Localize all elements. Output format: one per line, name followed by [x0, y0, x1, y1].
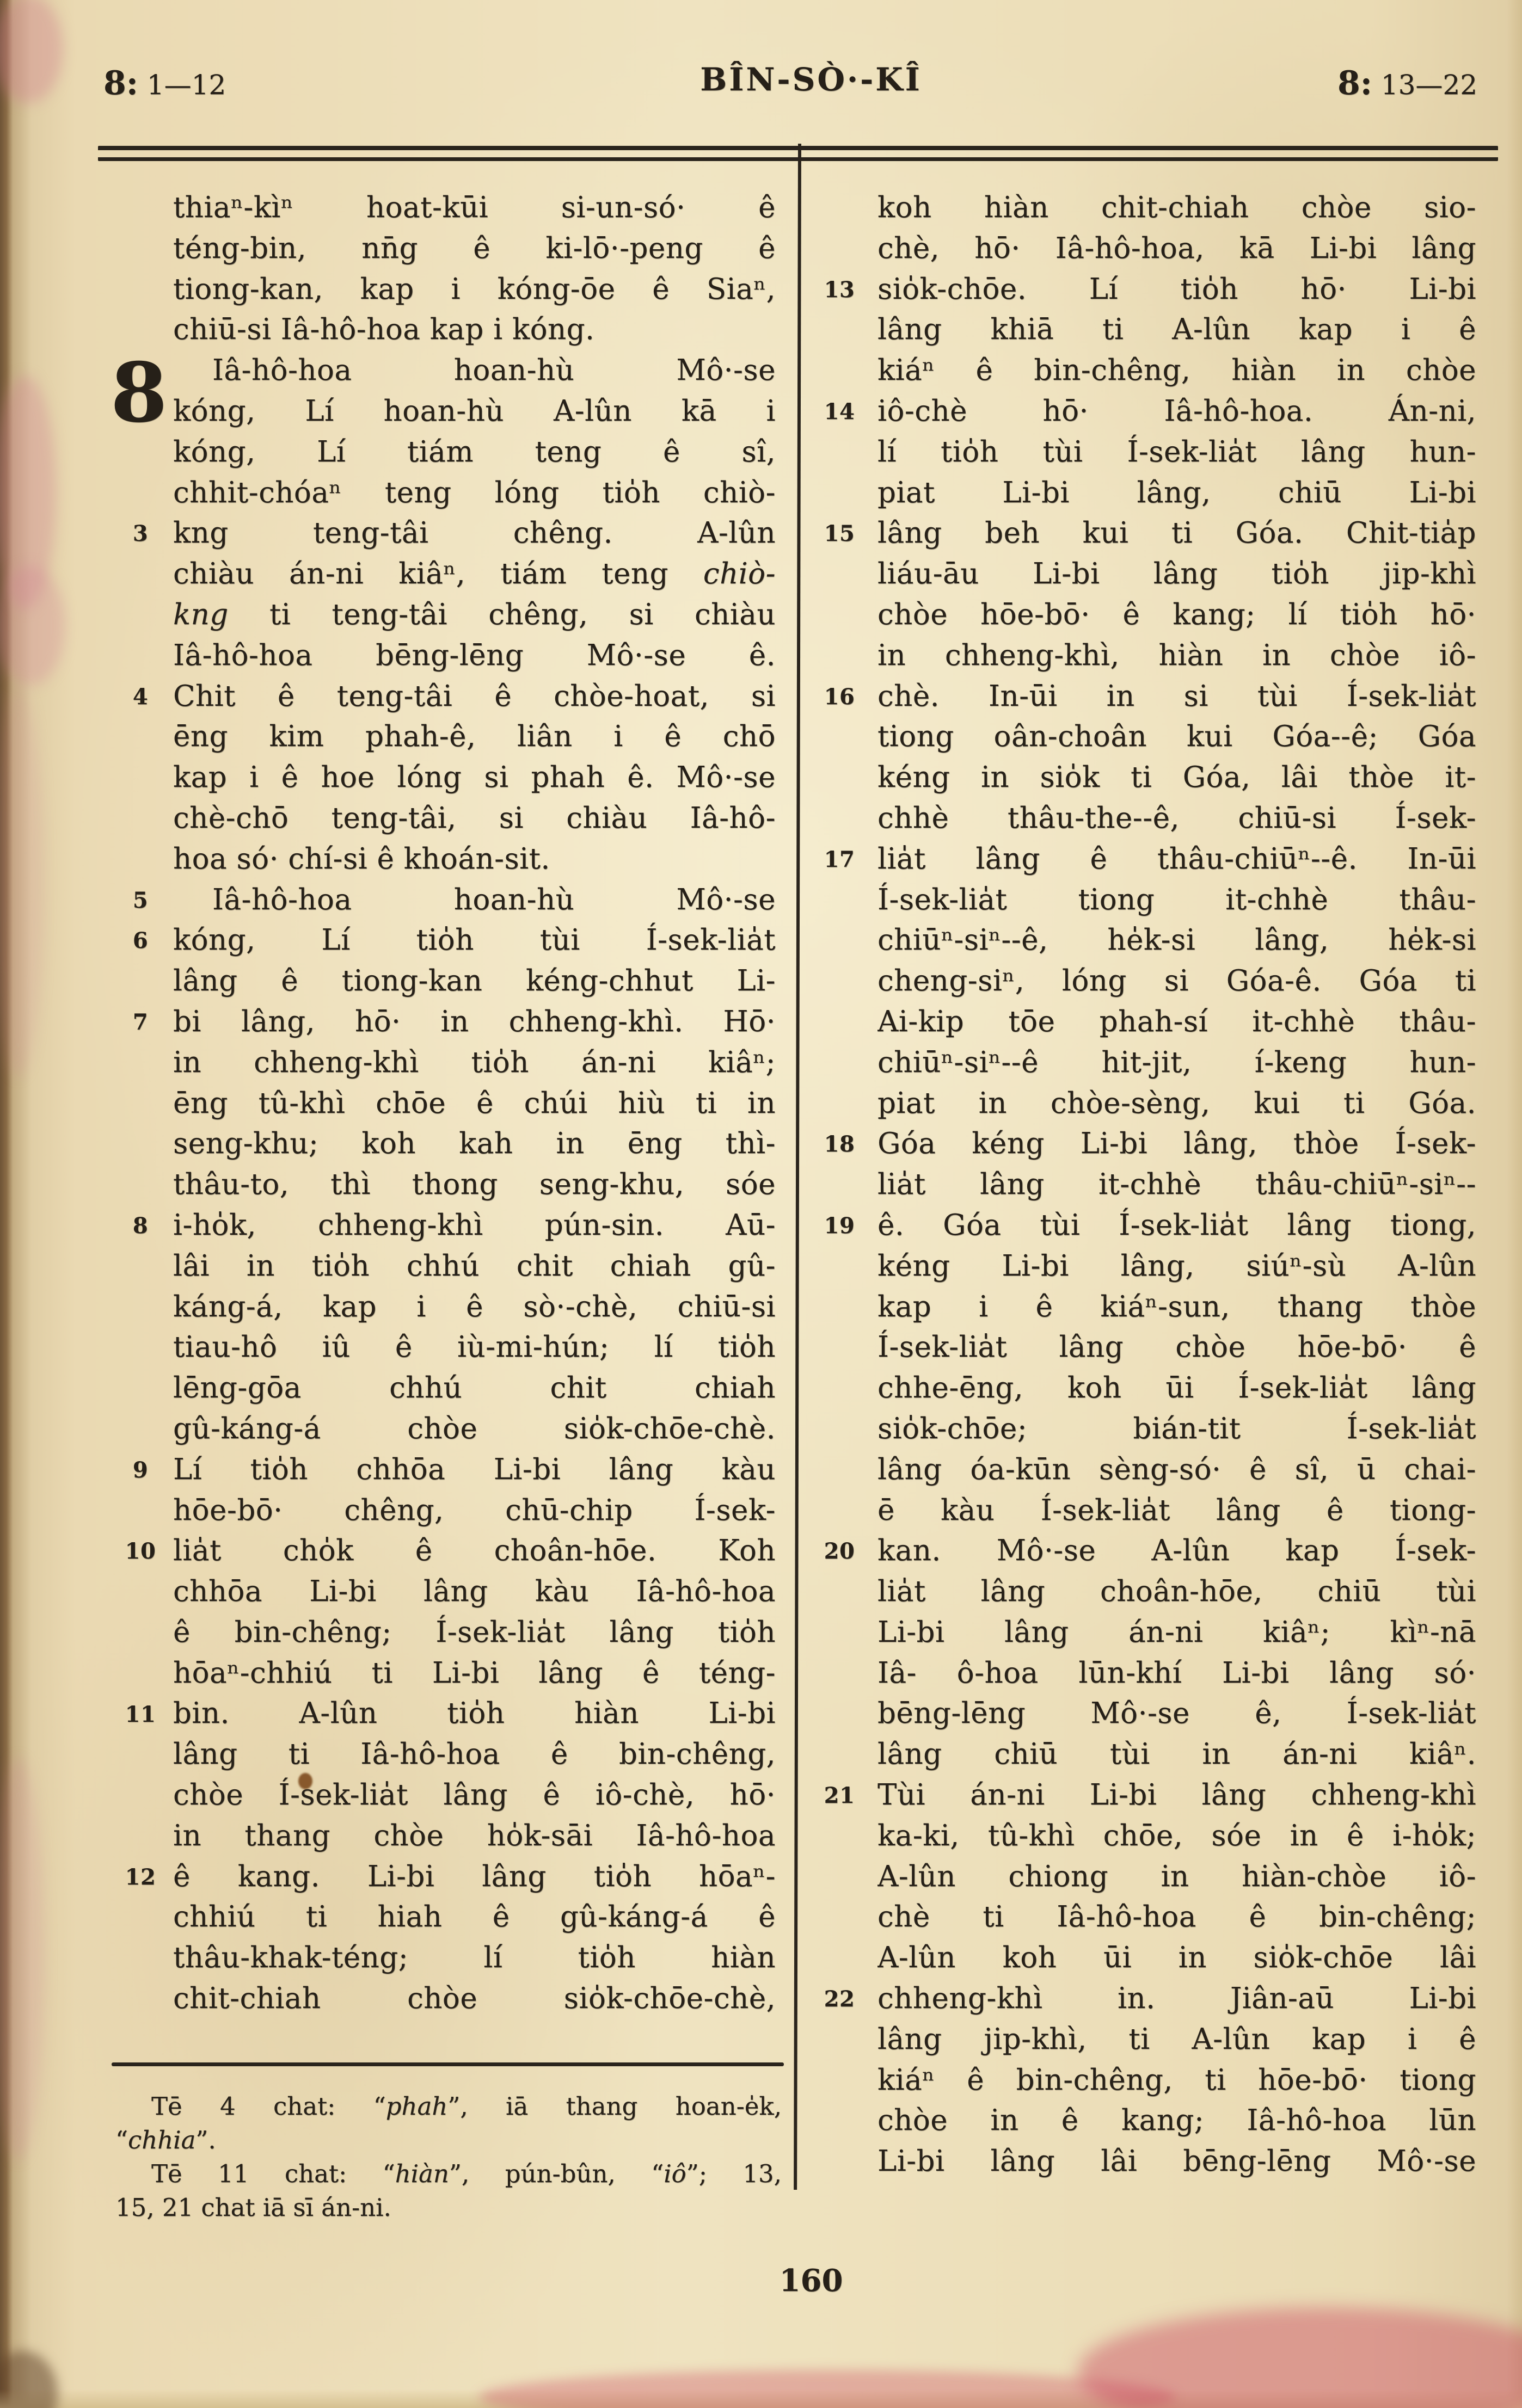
verse-line: chhōa Li-bi lâng kàu Iâ-hô-hoa — [173, 1575, 776, 1609]
verse-number: 17 — [824, 846, 855, 872]
verse-line: hōaⁿ-chhiú ti Li-bi lâng ê téng- — [173, 1656, 776, 1690]
page-stain — [0, 2351, 58, 2408]
verse-line: chiàu án-ni kiâⁿ, tiám teng chiò- — [173, 557, 776, 591]
footnote-line: Tē 4 chat: “phah”, iā thang hoan-e̍k, — [151, 2092, 782, 2121]
verse-line: hōe-bō· chêng, chū-chip Í-sek- — [173, 1493, 776, 1527]
verse-line: Í-sek-lia̍t lâng chòe hōe-bō· ê — [877, 1331, 1476, 1364]
verse-line: chiūⁿ-siⁿ--ê, he̍k-si lâng, he̍k-si — [877, 923, 1476, 957]
verse-line: lia̍t lâng ê thâu-chiūⁿ--ê. In-ūi — [877, 842, 1476, 876]
verse-number: 4 — [132, 683, 149, 710]
verse-number: 9 — [132, 1457, 149, 1483]
footnote-line: 15, 21 chat iā sī án-ni. — [115, 2193, 391, 2222]
text-column-right — [824, 188, 1476, 2182]
verse-line: thâu-to, thì thong seng-khu, sóe — [173, 1168, 776, 1202]
verse-line: chè. In-ūi in si tùi Í-sek-lia̍t — [877, 679, 1476, 713]
verse-line: A-lûn chiong in hiàn-chòe iô- — [877, 1859, 1476, 1893]
verse-line: Iâ-hô-hoa bēng-lēng Mô·-se ê. — [173, 638, 776, 672]
verse-line: piat Li-bi lâng, chiū Li-bi — [877, 476, 1476, 509]
verse-line: chiū-si Iâ-hô-hoa kap i kóng. — [173, 313, 595, 347]
verse-line: hoa só· chí-si ê khoán-sit. — [173, 842, 550, 876]
verse-line: chhè thâu-the--ê, chiū-si Í-sek- — [877, 801, 1476, 835]
verse-line: kóng, Lí hoan-hù A-lûn kā i — [173, 394, 776, 428]
verse-line: ê kang. Li-bi lâng tio̍h hōaⁿ- — [173, 1859, 776, 1893]
page-title: BÎN-SÒ·-KÎ — [700, 61, 922, 98]
verse-line: ê. Góa tùi Í-sek-lia̍t lâng tiong, — [877, 1208, 1476, 1242]
page-stain — [0, 1758, 44, 2160]
verse-line: lia̍t lâng it-chhè thâu-chiūⁿ-siⁿ-- — [877, 1168, 1476, 1202]
page-stain — [0, 0, 63, 103]
page-number: 160 — [779, 2263, 843, 2299]
verse-line: Iâ-hô-hoa hoan-hù Mô·-se — [212, 354, 776, 387]
verse-line: sio̍k-chōe; bián-tit Í-sek-lia̍t — [877, 1412, 1476, 1445]
verse-line: kap i ê hoe lóng si phah ê. Mô·-se — [173, 761, 776, 795]
verse-number: 14 — [824, 399, 855, 424]
verse-line: chit-chiah chòe sio̍k-chōe-chè, — [173, 1982, 776, 2016]
verse-line: ê bin-chêng; Í-sek-lia̍t lâng tio̍h — [173, 1615, 776, 1649]
verse-line: káng-á, kap i ê sò·-chè, chiū-si — [173, 1290, 776, 1323]
verse-line: piat in chòe-sèng, kui ti Góa. — [877, 1086, 1476, 1120]
verse-line: téng-bin, nn̄g ê ki-lō·-peng ê — [173, 231, 776, 265]
verse-line: lâng ti Iâ-hô-hoa ê bin-chêng, — [173, 1738, 776, 1771]
verse-line: chè ti Iâ-hô-hoa ê bin-chêng; — [877, 1900, 1476, 1934]
verse-line: in chheng-khì, hiàn in chòe iô- — [877, 638, 1476, 672]
verse-line: kng teng-tâi chêng. A-lûn — [173, 516, 776, 550]
verse-line: thâu-khak-téng; lí tio̍h hiàn — [173, 1941, 776, 1975]
footnote-rule — [112, 2062, 784, 2066]
page-right-edge — [1507, 0, 1522, 2408]
verse-line: kiáⁿ ê bin-chêng, ti hōe-bō· tiong — [877, 2063, 1476, 2097]
footnotes — [115, 2090, 782, 2225]
verse-line: thiaⁿ-kìⁿ hoat-kūi si-un-só· ê — [173, 191, 776, 224]
page-stain — [0, 566, 65, 686]
verse-line: bi lâng, hō· in chheng-khì. Hō· — [173, 1005, 776, 1038]
verse-number: 8 — [132, 1213, 149, 1239]
verse-line: ēng tû-khì chōe ê chúi hiù ti in — [173, 1086, 776, 1120]
verse-number: 5 — [132, 887, 149, 913]
verse-line: kan. Mô·-se A-lûn kap Í-sek- — [877, 1534, 1476, 1568]
column-divider-rule — [794, 144, 801, 2190]
verse-line: liáu-āu Li-bi lâng tio̍h jip-khì — [877, 557, 1476, 591]
verse-number: 21 — [824, 1783, 855, 1809]
verse-line: lâng chiū tùi in án-ni kiâⁿ. — [877, 1738, 1476, 1771]
verse-line: lia̍t cho̍k ê choân-hōe. Koh — [173, 1534, 776, 1568]
verse-line: A-lûn koh ūi in sio̍k-chōe lâi — [877, 1941, 1476, 1975]
header-chapter-right: 8: — [1337, 64, 1372, 102]
verse-number: 7 — [132, 1009, 149, 1035]
header-range-right: 13—22 — [1372, 69, 1477, 101]
verse-line: ka-ki, tû-khì chōe, sóe in ê i-ho̍k; — [877, 1819, 1476, 1852]
verse-line: kap i ê kiáⁿ-sun, thang thòe — [877, 1290, 1476, 1323]
verse-line: chòe in ê kang; Iâ-hô-hoa lūn — [877, 2104, 1476, 2138]
verse-line: in chheng-khì tio̍h án-ni kiâⁿ; — [173, 1045, 776, 1079]
verse-number: 6 — [132, 928, 149, 954]
page-stain — [0, 686, 44, 1077]
verse-line: Í-sek-lia̍t tiong it-chhè thâu- — [877, 883, 1476, 916]
header-range-left: 1—12 — [138, 69, 226, 101]
verse-line: kiáⁿ ê bin-chêng, hiàn in chòe — [877, 354, 1476, 387]
verse-line: bēng-lēng Mô·-se ê, Í-sek-lia̍t — [877, 1697, 1476, 1730]
verse-line: lâng óa-kūn sèng-só· ê sî, ū chai- — [877, 1452, 1476, 1486]
verse-line: chòe Í-sek-lia̍t lâng ê iô-chè, hō· — [173, 1778, 776, 1812]
verse-line: chhe-ēng, koh ūi Í-sek-lia̍t lâng — [877, 1371, 1476, 1405]
verse-number: 18 — [824, 1131, 855, 1157]
verse-line: Góa kéng Li-bi lâng, thòe Í-sek- — [877, 1127, 1476, 1161]
verse-line: chè, hō· Iâ-hô-hoa, kā Li-bi lâng — [877, 231, 1476, 265]
verse-number: 13 — [824, 276, 855, 303]
verse-line: gû-káng-á chòe sio̍k-chōe-chè. — [173, 1412, 776, 1445]
verse-line: i-ho̍k, chheng-khì pún-sin. Aū- — [173, 1208, 776, 1242]
verse-line: cheng-siⁿ, lóng si Góa-ê. Góa ti — [877, 964, 1476, 998]
header-verse-range-right — [1337, 64, 1477, 102]
verse-line: chhiú ti hiah ê gû-káng-á ê — [173, 1900, 776, 1934]
verse-number: 16 — [824, 683, 855, 710]
header-chapter-left: 8: — [103, 64, 138, 102]
verse-number: 10 — [125, 1538, 156, 1565]
verse-number: 11 — [125, 1701, 156, 1727]
verse-line: chiūⁿ-siⁿ--ê hit-jit, í-keng hun- — [877, 1045, 1476, 1079]
verse-line: Li-bi lâng án-ni kiâⁿ; kìⁿ-nā — [877, 1615, 1476, 1649]
verse-line: Chit ê teng-tâi ê chòe-hoat, si — [173, 679, 776, 713]
verse-line: bin. A-lûn tio̍h hiàn Li-bi — [173, 1697, 776, 1730]
verse-line: chhit-chóaⁿ teng lóng tio̍h chiò- — [173, 476, 776, 509]
verse-line: lēng-gōa chhú chit chiah — [173, 1371, 776, 1405]
footnote-line: “chhia”. — [115, 2126, 216, 2154]
verse-line: Li-bi lâng lâi bēng-lēng Mô·-se — [877, 2145, 1476, 2178]
verse-line: in thang chòe ho̍k-sāi Iâ-hô-hoa — [173, 1819, 776, 1852]
verse-line: ē kàu Í-sek-lia̍t lâng ê tiong- — [877, 1493, 1476, 1527]
footnote-line: Tē 11 chat: “hiàn”, pún-bûn, “iô”; 13, — [151, 2159, 782, 2188]
verse-line: lia̍t lâng choân-hōe, chiū tùi — [877, 1575, 1476, 1609]
verse-line: lâng khiā ti A-lûn kap i ê — [877, 313, 1476, 347]
verse-line: lâng ê tiong-kan kéng-chhut Li- — [173, 964, 776, 998]
verse-line: Iâ- ô-hoa lūn-khí Li-bi lâng só· — [877, 1656, 1476, 1690]
verse-line: lí tio̍h tùi Í-sek-lia̍t lâng hun- — [877, 435, 1476, 469]
verse-line: chheng-khì in. Jiân-aū Li-bi — [877, 1982, 1476, 2016]
verse-line: tiong oân-choân kui Góa--ê; Góa — [877, 720, 1476, 754]
verse-number: 22 — [824, 1986, 855, 2012]
text-column-left — [125, 188, 776, 2019]
verse-line: kéng in sio̍k ti Góa, lâi thòe it- — [877, 761, 1476, 795]
verse-line: Tùi án-ni Li-bi lâng chheng-khì — [877, 1778, 1476, 1812]
verse-number: 20 — [824, 1538, 855, 1565]
verse-line: tiau-hô iû ê iù-mi-hún; lí tio̍h — [173, 1331, 776, 1364]
page-stain — [479, 2370, 1176, 2408]
verse-line: lâi in tio̍h chhú chit chiah gû- — [173, 1249, 776, 1283]
verse-line: Lí tio̍h chhōa Li-bi lâng kàu — [173, 1452, 776, 1486]
verse-line: ēng kim phah-ê, liân i ê chō — [173, 720, 776, 754]
verse-line: lâng jip-khì, ti A-lûn kap i ê — [877, 2022, 1476, 2056]
chapter-number: 8 — [111, 345, 168, 441]
verse-line: iô-chè hō· Iâ-hô-hoa. Án-ni, — [877, 394, 1476, 428]
verse-line: kóng, Lí tio̍h tùi Í-sek-lia̍t — [173, 923, 776, 957]
verse-number: 3 — [132, 521, 149, 547]
verse-line: Ai-kip tōe phah-sí it-chhè thâu- — [877, 1005, 1476, 1038]
verse-line: tiong-kan, kap i kóng-ōe ê Siaⁿ, — [173, 272, 776, 306]
verse-line: Iâ-hô-hoa hoan-hù Mô·-se — [212, 883, 776, 916]
verse-line: sio̍k-chōe. Lí tio̍h hō· Li-bi — [877, 272, 1476, 306]
verse-number: 19 — [824, 1213, 855, 1239]
verse-line: koh hiàn chit-chiah chòe sio- — [877, 191, 1476, 224]
verse-number: 15 — [824, 521, 855, 547]
verse-line: seng-khu; koh kah in ēng thì- — [173, 1127, 776, 1161]
verse-line: chòe hōe-bō· ê kang; lí tio̍h hō· — [877, 598, 1476, 631]
verse-line: chè-chō teng-tâi, si chiàu Iâ-hô- — [173, 801, 776, 835]
verse-line: kóng, Lí tiám teng ê sî, — [173, 435, 776, 469]
verse-line: kng ti teng-tâi chêng, si chiàu — [173, 598, 776, 631]
verse-line: kéng Li-bi lâng, siúⁿ-sù A-lûn — [877, 1249, 1476, 1283]
verse-number: 12 — [125, 1864, 156, 1890]
verse-line: lâng beh kui ti Góa. Chit-tia̍p — [877, 516, 1476, 550]
